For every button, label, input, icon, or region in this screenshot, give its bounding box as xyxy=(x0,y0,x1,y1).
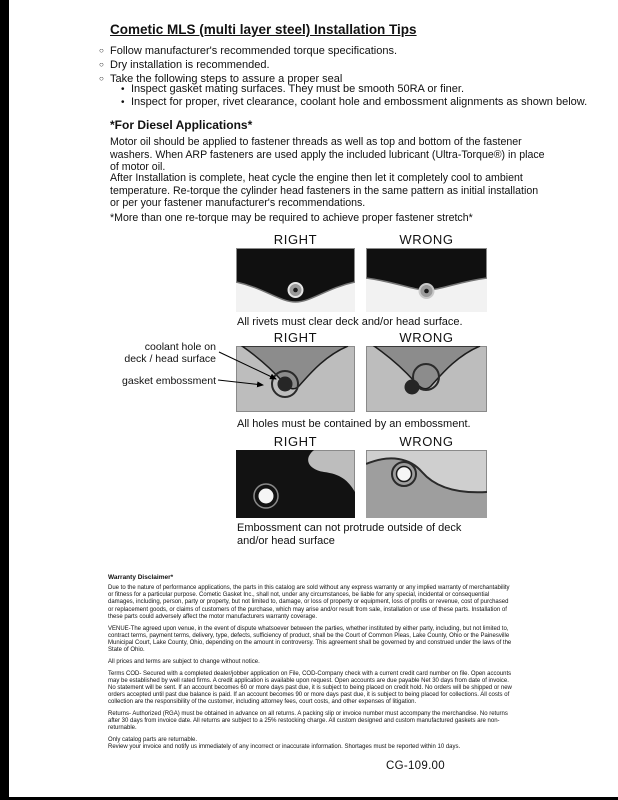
tips-list xyxy=(99,44,397,86)
disclaimer-paragraph: Review your invoice and notify us immediately of any incorrect or inaccurate information. Shortages must be reported within 10 days. xyxy=(108,744,461,751)
row2-wrong-label: WRONG xyxy=(399,330,454,345)
diesel-applications-heading: *For Diesel Applications* xyxy=(110,118,253,132)
row3-caption: Embossment can not protrude outside of deck and/or head surface xyxy=(237,522,462,547)
row2-caption: All holes must be contained by an embossment. xyxy=(237,418,471,430)
row1-wrong-label: WRONG xyxy=(399,232,454,247)
warranty-disclaimer xyxy=(108,574,512,756)
figure-protrusion-right xyxy=(236,450,355,518)
circle-bullet-icon: ○ xyxy=(99,74,104,83)
tips-sublist xyxy=(121,83,587,109)
disclaimer-paragraph: All prices and terms are subject to change without notice. xyxy=(108,658,260,665)
row2-right-label: RIGHT xyxy=(273,330,318,345)
dot-bullet-icon: • xyxy=(121,97,125,108)
tip-text: Dry installation is recommended. xyxy=(110,59,270,71)
disclaimer-paragraph: Due to the nature of performance applications, the parts in this catalog are sold without any express warranty or any implied warranty of merchantability or fitness for a particular purpose. Cometic Gasket Inc., shall not, under any circumstances, be liable for any special, incidental or consequential damages, including, person, party or property, but not limited to, damage, or loss of property or equipment, loss of profits or revenue, cost of purchased or replacement goods, or claims of customers of the purchase, which may arise and/or result from sale, installation or use of these parts. Installation of these parts could adversely affect the motor manufacturers warranty coverage. xyxy=(108,585,510,620)
row1-right-label: RIGHT xyxy=(273,232,318,247)
figure-embossment-wrong xyxy=(366,346,487,412)
sub-tip-item xyxy=(121,96,587,109)
figure-embossment-right xyxy=(236,346,355,412)
figure-protrusion-wrong xyxy=(366,450,487,518)
warranty-disclaimer-heading: Warranty Disclaimer* xyxy=(108,574,174,581)
catalog-page-code: CG-109.00 xyxy=(386,760,445,772)
circle-bullet-icon: ○ xyxy=(99,60,104,69)
diesel-paragraph-1: Motor oil should be applied to fastener threads as well as top and bottom of the fastener washers. When ARP fasteners are used apply the included lubricant (Ultra-Torque®) in place of motor oil. xyxy=(110,136,545,173)
figure-rivet-wrong xyxy=(366,248,487,312)
disclaimer-paragraph: Only catalog parts are returnable. xyxy=(108,737,198,744)
retorque-note: *More than one re-torque may be required to achieve proper fastener stretch* xyxy=(110,212,473,224)
tip-text: Follow manufacturer's recommended torque specifications. xyxy=(110,45,398,57)
diesel-paragraph-2: After Installation is complete, heat cycle the engine then let it completely cool to ambient temperature. Re-torque the cylinder head fasteners in the same pattern as initial installation or per your fastener manufacturer's recommendations. xyxy=(110,172,539,209)
coolant-hole-label-line2: deck / head surface xyxy=(124,352,216,365)
sub-tip-item xyxy=(121,83,587,96)
disclaimer-paragraph: VENUE-The agreed upon venue, in the event of dispute whatsoever between the parties, whether instituted by either party, including, but not limited to, contract terms, payment terms, delivery, type, defects, sufficiency of product, shall be the Court of Common Pleas, Lake County, Ohio or the Painesville Municipal Court, Lake County, Ohio, depending on the amount in controversy. This agreement shall be governed by and construed under the laws of the State of Ohio. xyxy=(108,625,512,654)
tip-text: Take the following steps to assure a proper seal xyxy=(110,73,343,85)
tip-item xyxy=(99,44,397,58)
gasket-embossment-label: gasket embossment xyxy=(122,375,216,387)
circle-bullet-icon: ○ xyxy=(99,46,104,55)
coolant-hole-label xyxy=(118,342,216,365)
tip-item xyxy=(99,58,397,72)
row3-right-label: RIGHT xyxy=(273,434,318,449)
row1-caption: All rivets must clear deck and/or head surface. xyxy=(237,316,463,328)
sub-tip-text: Inspect for proper, rivet clearance, coolant hole and embossment alignments as shown below. xyxy=(131,96,588,108)
page-title: Cometic MLS (multi layer steel) Installation Tips xyxy=(110,22,417,37)
disclaimer-paragraph: Returns- Authorized (RGA) must be obtained in advance on all returns. A packing slip or invoice number must accompany the merchandise. No returns after 30 days from invoice date. All returns are subject to a 25% restocking charge. All custom designed and custom manufactured gaskets are non-returnable. xyxy=(108,711,508,732)
dot-bullet-icon: • xyxy=(121,84,125,95)
disclaimer-paragraph: Terms COD- Secured with a completed dealer/jobber application on File, COD-Company check with a current credit card number on file. Open accounts may be established by well rated firms. A credit application is available upon request. Open accounts are due payable Net 30 days from date of invoice. No statement will be sent. If an account becomes 60 or more days past due, it is subject to being placed on credit hold. No orders will be shipped or new orders accepted until past due balance is paid. If an account becomes 90 or more days past due, it is subject to being placed for collections. All costs of collection are the responsibility of the customer, including attorney fees, court costs, and other expenses of litigation. xyxy=(108,670,512,706)
sub-tip-text: Inspect gasket mating surfaces. They must be smooth 50RA or finer. xyxy=(131,83,465,95)
figure-section xyxy=(0,228,618,563)
row3-wrong-label: WRONG xyxy=(399,434,454,449)
figure-rivet-right xyxy=(236,248,355,312)
coolant-hole-label-line1: coolant hole on xyxy=(144,341,216,353)
